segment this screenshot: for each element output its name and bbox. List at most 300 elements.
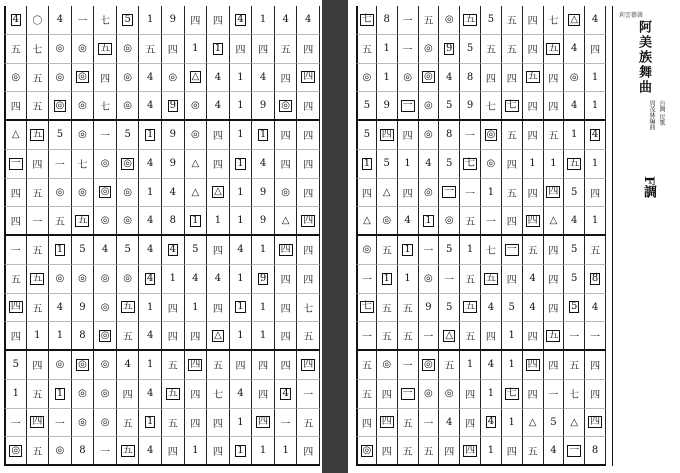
notation-symbol: ◎ xyxy=(190,100,200,112)
notation-symbol: 一 xyxy=(361,275,372,287)
notation-symbol: 4 xyxy=(487,359,495,371)
right-cell xyxy=(585,236,606,265)
right-cell xyxy=(585,64,606,93)
notation-symbol: 1 xyxy=(259,14,267,26)
left-cell xyxy=(27,179,50,208)
left-cell xyxy=(117,64,140,93)
notation-symbol: ◎ xyxy=(100,388,110,400)
notation-symbol: 五 xyxy=(32,303,43,315)
notation-symbol: 1 xyxy=(147,14,154,26)
notation-symbol: 一 xyxy=(423,246,434,258)
notation-symbol: 9 xyxy=(169,99,176,111)
left-cell xyxy=(297,179,320,208)
notation-symbol: 1 xyxy=(529,158,536,170)
notation-symbol: 五 xyxy=(506,188,517,200)
notation-symbol: △ xyxy=(363,215,371,227)
notation-symbol: 4 xyxy=(591,14,599,26)
left-cell xyxy=(185,351,208,380)
notation-symbol: 1 xyxy=(591,100,599,112)
right-cell xyxy=(398,380,419,409)
notation-symbol: 4 xyxy=(529,301,536,313)
notation-symbol: ◎ xyxy=(123,43,132,55)
notation-symbol: 1 xyxy=(466,359,474,371)
left-cell xyxy=(185,236,208,265)
notation-symbol: 五 xyxy=(381,303,392,315)
notation-symbol: 四 xyxy=(10,217,21,229)
right-cell xyxy=(502,179,523,208)
notation-symbol: 五 xyxy=(32,246,43,258)
notation-symbol: 四 xyxy=(212,160,223,172)
left-cell xyxy=(230,236,253,265)
left-cell xyxy=(162,409,185,438)
notation-symbol: 五 xyxy=(122,418,133,430)
right-cell xyxy=(564,322,585,351)
left-cell xyxy=(49,236,72,265)
left-cell xyxy=(162,322,185,351)
notation-symbol: 4 xyxy=(169,243,176,255)
right-cell xyxy=(544,121,565,150)
right-cell xyxy=(377,179,398,208)
right-cell xyxy=(460,92,481,121)
notation-symbol: ◎ xyxy=(403,71,412,83)
left-cell xyxy=(207,380,230,409)
right-cell xyxy=(481,64,502,93)
notation-symbol: 四 xyxy=(465,444,476,456)
left-cell xyxy=(139,437,162,466)
left-cell xyxy=(230,380,253,409)
right-cell xyxy=(544,207,565,236)
left-cell xyxy=(275,265,298,294)
left-cell xyxy=(252,380,275,409)
left-cell xyxy=(139,236,162,265)
notation-symbol: 五 xyxy=(402,418,413,430)
left-cell xyxy=(27,236,50,265)
notation-symbol: △ xyxy=(281,215,290,227)
notation-symbol: 一 xyxy=(485,217,496,229)
left-cell xyxy=(94,150,117,179)
notation-symbol: 四 xyxy=(465,418,476,430)
right-cell xyxy=(523,380,544,409)
notation-symbol: 4 xyxy=(487,416,495,428)
arranger-label: 周茂林編曲 xyxy=(648,100,655,130)
notation-symbol: 四 xyxy=(190,16,201,28)
notation-symbol: ◎ xyxy=(100,301,110,313)
right-cell xyxy=(398,150,419,179)
notation-symbol: ◎ xyxy=(55,445,65,457)
right-cell xyxy=(502,294,523,323)
right-cell xyxy=(377,150,398,179)
left-cell xyxy=(94,294,117,323)
left-cell xyxy=(230,64,253,93)
notation-symbol: 五 xyxy=(485,272,496,284)
notation-symbol: 1 xyxy=(404,273,411,285)
left-cell xyxy=(27,265,50,294)
notation-symbol: 五 xyxy=(10,45,21,57)
notation-symbol: 一 xyxy=(10,418,21,430)
notation-symbol: ◎ xyxy=(168,71,178,83)
right-cell xyxy=(439,236,460,265)
right-cell xyxy=(564,207,585,236)
right-cell xyxy=(544,92,565,121)
left-cell xyxy=(162,437,185,466)
notation-symbol: 四 xyxy=(258,416,269,428)
notation-symbol: 七 xyxy=(569,390,580,402)
left-cell xyxy=(275,409,298,438)
notation-symbol: 五 xyxy=(485,45,496,57)
right-cell xyxy=(481,6,502,35)
notation-symbol: 4 xyxy=(591,301,599,313)
notation-symbol: ◎ xyxy=(424,100,433,112)
notation-symbol: 五 xyxy=(465,217,476,229)
notation-symbol: 七 xyxy=(100,16,111,28)
notation-symbol: 1 xyxy=(34,330,41,342)
right-cell xyxy=(460,35,481,64)
notation-symbol: 一 xyxy=(361,332,372,344)
left-cell xyxy=(185,35,208,64)
left-cell xyxy=(72,121,95,150)
left-cell xyxy=(297,294,320,323)
right-cell xyxy=(356,6,377,35)
left-cell xyxy=(49,92,72,121)
notation-symbol: 五 xyxy=(32,73,43,85)
notation-symbol: 5 xyxy=(487,14,495,26)
right-cell xyxy=(523,150,544,179)
left-cell xyxy=(27,409,50,438)
right-cell xyxy=(481,179,502,208)
left-cell xyxy=(4,150,27,179)
right-cell xyxy=(460,380,481,409)
left-cell xyxy=(4,64,27,93)
notation-symbol: 四 xyxy=(444,447,455,459)
notation-symbol: 1 xyxy=(192,214,199,226)
left-cell xyxy=(207,437,230,466)
notation-symbol: 四 xyxy=(32,361,43,373)
notation-symbol: 四 xyxy=(235,361,246,373)
notation-symbol: 七 xyxy=(506,387,517,399)
left-cell xyxy=(139,6,162,35)
left-cell xyxy=(4,92,27,121)
collector-stamp: 莉雲藝韓 xyxy=(619,12,644,19)
notation-symbol: 1 xyxy=(12,388,19,400)
left-cell xyxy=(297,380,320,409)
right-cell xyxy=(544,437,565,466)
notation-symbol: 四 xyxy=(361,188,372,200)
left-cell xyxy=(139,322,162,351)
notation-symbol: 四 xyxy=(361,418,372,430)
left-cell xyxy=(117,294,140,323)
notation-symbol: 四 xyxy=(212,418,223,430)
notation-symbol: 四 xyxy=(190,418,201,430)
left-cell xyxy=(207,64,230,93)
left-cell xyxy=(72,179,95,208)
left-cell xyxy=(230,150,253,179)
right-cell xyxy=(523,437,544,466)
notation-symbol: 五 xyxy=(54,217,65,229)
notation-symbol: ◎ xyxy=(78,273,87,285)
left-cell xyxy=(230,179,253,208)
right-cell xyxy=(377,92,398,121)
notation-symbol: 4 xyxy=(487,301,495,313)
notation-symbol: 4 xyxy=(259,71,267,83)
left-cell xyxy=(27,322,50,351)
right-cell xyxy=(460,294,481,323)
notation-symbol: 四 xyxy=(10,332,21,344)
right-cell xyxy=(419,207,440,236)
notation-symbol: 五 xyxy=(77,214,88,226)
notation-symbol: 五 xyxy=(527,447,538,459)
notation-symbol: 五 xyxy=(167,387,178,399)
notation-symbol: 4 xyxy=(147,215,154,227)
left-cell xyxy=(94,121,117,150)
left-cell xyxy=(297,92,320,121)
notation-symbol: 8 xyxy=(79,445,86,457)
left-cell xyxy=(207,207,230,236)
right-cell xyxy=(564,236,585,265)
left-cell xyxy=(27,150,50,179)
notation-symbol: 1 xyxy=(237,100,244,112)
left-cell xyxy=(117,207,140,236)
left-cell xyxy=(117,179,140,208)
notation-symbol: ◎ xyxy=(281,186,290,198)
notation-symbol: 1 xyxy=(383,272,390,284)
notation-symbol: ◎ xyxy=(78,71,87,83)
left-cell xyxy=(72,92,95,121)
notation-symbol: 四 xyxy=(32,160,43,172)
notation-symbol: 5 xyxy=(446,244,453,256)
right-cell xyxy=(544,322,565,351)
left-score-page xyxy=(0,0,322,473)
notation-symbol: 五 xyxy=(569,361,580,373)
right-cell xyxy=(398,121,419,150)
left-cell xyxy=(72,265,95,294)
notation-symbol: 四 xyxy=(280,303,291,315)
right-cell xyxy=(439,409,460,438)
right-cell xyxy=(502,351,523,380)
notation-symbol: 四 xyxy=(527,358,538,370)
right-notation-grid xyxy=(356,6,606,466)
notation-symbol: 5 xyxy=(571,273,578,285)
notation-symbol: 七 xyxy=(32,45,43,57)
right-cell xyxy=(356,207,377,236)
notation-symbol: 4 xyxy=(147,272,154,284)
notation-symbol: 一 xyxy=(100,447,111,459)
notation-symbol: 4 xyxy=(147,158,154,170)
notation-symbol: 四 xyxy=(590,45,601,57)
left-cell xyxy=(162,6,185,35)
notation-symbol: 五 xyxy=(145,45,156,57)
left-cell xyxy=(49,179,72,208)
right-cell xyxy=(377,121,398,150)
notation-symbol: 1 xyxy=(383,43,390,55)
left-cell xyxy=(297,6,320,35)
right-cell xyxy=(523,64,544,93)
notation-symbol: ◎ xyxy=(444,215,454,227)
notation-symbol: 五 xyxy=(548,329,559,341)
right-cell xyxy=(564,179,585,208)
left-cell xyxy=(230,351,253,380)
left-cell xyxy=(94,35,117,64)
notation-symbol: 四 xyxy=(527,214,538,226)
notation-symbol: 五 xyxy=(465,301,476,313)
left-cell xyxy=(94,236,117,265)
left-cell xyxy=(252,92,275,121)
notation-symbol: 1 xyxy=(591,158,599,170)
notation-symbol: 五 xyxy=(122,301,133,313)
left-cell xyxy=(49,265,72,294)
notation-symbol: 1 xyxy=(237,71,244,83)
right-cell xyxy=(460,265,481,294)
right-cell xyxy=(419,121,440,150)
notation-symbol: 四 xyxy=(32,416,43,428)
left-cell xyxy=(72,150,95,179)
notation-symbol: ◎ xyxy=(55,273,65,285)
notation-symbol: 1 xyxy=(237,186,244,198)
left-cell xyxy=(117,380,140,409)
notation-symbol: 1 xyxy=(56,243,64,255)
notation-symbol: 9 xyxy=(446,42,453,54)
right-cell xyxy=(356,35,377,64)
left-cell xyxy=(72,236,95,265)
notation-symbol: ◎ xyxy=(100,158,110,170)
notation-symbol: 五 xyxy=(32,272,43,284)
left-cell xyxy=(27,294,50,323)
notation-symbol: 四 xyxy=(506,160,517,172)
notation-symbol: 8 xyxy=(466,71,474,83)
right-cell xyxy=(564,265,585,294)
notation-symbol: 1 xyxy=(259,301,267,313)
left-cell xyxy=(207,322,230,351)
right-cell xyxy=(356,294,377,323)
right-cell xyxy=(585,294,606,323)
left-cell xyxy=(4,380,27,409)
left-cell xyxy=(162,380,185,409)
notation-symbol: 四 xyxy=(303,131,314,143)
notation-symbol: 四 xyxy=(303,160,314,172)
left-cell xyxy=(72,322,95,351)
left-cell xyxy=(185,92,208,121)
notation-symbol: 5 xyxy=(466,43,474,55)
left-cell xyxy=(117,121,140,150)
right-score-page xyxy=(348,0,680,473)
left-cell xyxy=(207,179,230,208)
notation-symbol: 4 xyxy=(147,445,154,457)
notation-symbol: 四 xyxy=(280,160,291,172)
right-cell xyxy=(481,35,502,64)
notation-symbol: 四 xyxy=(548,73,559,85)
right-cell xyxy=(439,437,460,466)
notation-symbol: 9 xyxy=(259,100,267,112)
notation-symbol: 一 xyxy=(280,418,291,430)
right-cell xyxy=(377,351,398,380)
notation-symbol: 五 xyxy=(32,102,43,114)
notation-symbol: 5 xyxy=(363,129,371,141)
notation-symbol: 9 xyxy=(259,215,267,227)
notation-symbol: 4 xyxy=(237,13,244,25)
notation-symbol: 5 xyxy=(571,301,578,313)
right-cell xyxy=(377,437,398,466)
notation-symbol: ◎ xyxy=(78,358,87,370)
left-cell xyxy=(185,322,208,351)
notation-symbol: 四 xyxy=(10,301,21,313)
notation-symbol: 1 xyxy=(404,158,411,170)
title-block xyxy=(612,6,679,466)
left-cell xyxy=(297,322,320,351)
notation-symbol: 五 xyxy=(402,303,413,315)
notation-symbol: 5 xyxy=(124,13,131,25)
notation-symbol: 四 xyxy=(303,45,314,57)
genre-label: 台灣 民歌 xyxy=(658,100,665,126)
right-cell xyxy=(439,179,460,208)
right-cell xyxy=(419,265,440,294)
notation-symbol: 4 xyxy=(591,128,599,140)
notation-symbol: 1 xyxy=(192,301,199,313)
notation-symbol: 9 xyxy=(79,301,86,313)
right-cell xyxy=(585,380,606,409)
notation-symbol: 四 xyxy=(190,358,201,370)
left-cell xyxy=(4,179,27,208)
notation-symbol: 5 xyxy=(192,244,199,256)
right-cell xyxy=(356,380,377,409)
notation-symbol: 四 xyxy=(527,16,538,28)
left-cell xyxy=(117,150,140,179)
right-cell xyxy=(398,236,419,265)
right-cell xyxy=(439,351,460,380)
notation-symbol: 七 xyxy=(212,390,223,402)
right-cell xyxy=(481,236,502,265)
right-cell xyxy=(419,294,440,323)
left-cell xyxy=(94,207,117,236)
notation-symbol: ◎ xyxy=(281,99,290,111)
notation-symbol: 五 xyxy=(381,246,392,258)
left-cell xyxy=(207,92,230,121)
notation-symbol: 4 xyxy=(425,158,432,170)
left-cell xyxy=(207,150,230,179)
right-cell xyxy=(502,150,523,179)
left-cell xyxy=(297,351,320,380)
right-cell xyxy=(439,265,460,294)
left-cell xyxy=(162,207,185,236)
notation-symbol: 四 xyxy=(258,45,269,57)
notation-symbol: 四 xyxy=(506,275,517,287)
left-cell xyxy=(230,265,253,294)
right-cell xyxy=(356,265,377,294)
right-cell xyxy=(564,437,585,466)
notation-symbol: 四 xyxy=(280,332,291,344)
right-cell xyxy=(419,437,440,466)
right-cell xyxy=(502,92,523,121)
notation-symbol: 1 xyxy=(147,416,154,428)
notation-symbol: 五 xyxy=(527,71,538,83)
notation-symbol: 1 xyxy=(487,388,495,400)
notation-symbol: 1 xyxy=(169,273,176,285)
notation-symbol: ◎ xyxy=(123,273,132,285)
notation-symbol: ◎ xyxy=(424,273,433,285)
notation-symbol: 四 xyxy=(590,361,601,373)
left-cell xyxy=(207,121,230,150)
notation-symbol: 一 xyxy=(465,131,476,143)
left-cell xyxy=(297,236,320,265)
notation-symbol: ◎ xyxy=(486,158,496,170)
notation-symbol: 一 xyxy=(10,157,21,169)
left-cell xyxy=(252,121,275,150)
notation-symbol: △ xyxy=(528,416,537,428)
notation-symbol: 四 xyxy=(235,45,246,57)
notation-symbol: 四 xyxy=(506,217,517,229)
notation-symbol: 1 xyxy=(508,359,515,371)
notation-symbol: 五 xyxy=(423,16,434,28)
left-cell xyxy=(207,265,230,294)
right-cell xyxy=(523,179,544,208)
